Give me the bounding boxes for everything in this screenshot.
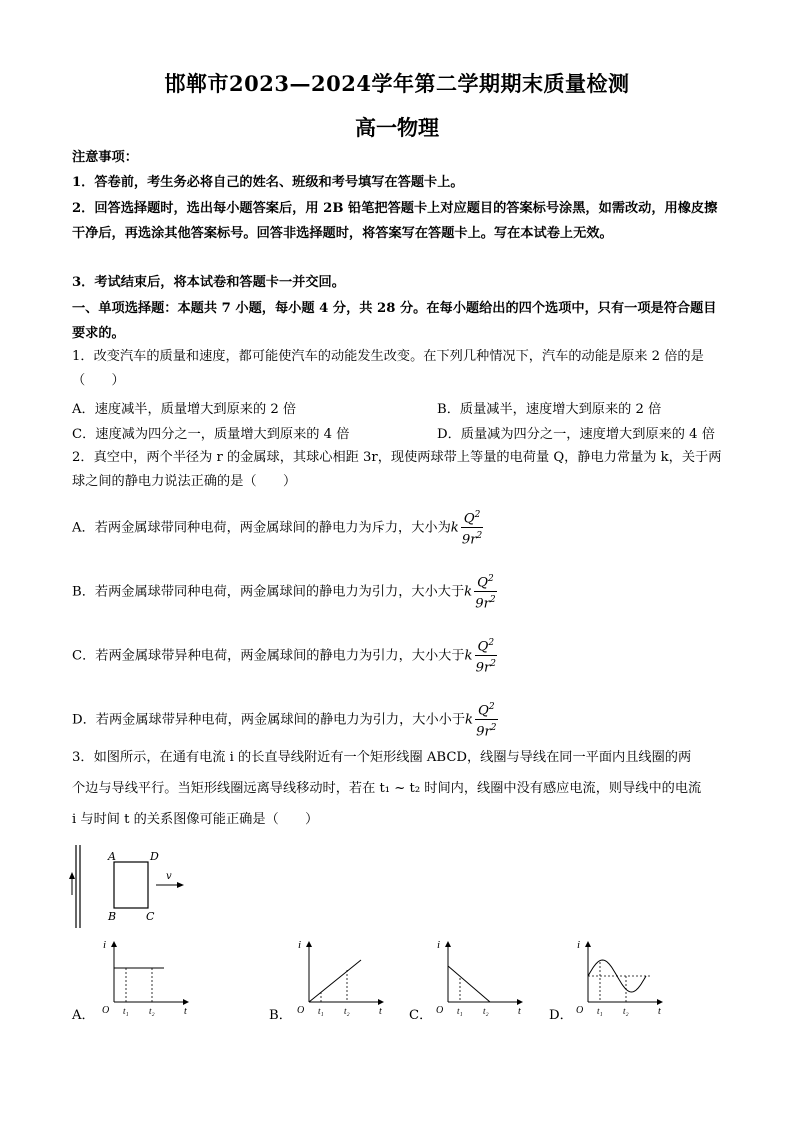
- t1-label: t₁: [597, 1006, 603, 1016]
- origin-label: O: [576, 1005, 584, 1016]
- formula-denominator: 9r: [461, 532, 477, 548]
- t-axis-arrow-icon: [517, 999, 523, 1005]
- i-axis-arrow-icon: [445, 941, 451, 947]
- q2-option-a-text: A．若两金属球带同种电荷，两金属球间的静电力为斥力，大小为: [72, 520, 451, 536]
- q1-option-c: C．速度减为四分之一，质量增大到原来的 4 倍: [72, 427, 350, 442]
- formula-numerator: Q: [478, 703, 489, 719]
- q3-line-3: i 与时间 t 的关系图像可能正确是（ ）: [72, 812, 319, 827]
- notes-heading: 注意事项：: [72, 150, 138, 165]
- i-axis-label: i: [577, 939, 581, 951]
- t1-label: t₁: [123, 1006, 129, 1016]
- q2-option-d: [72, 699, 498, 741]
- current-line: [309, 960, 361, 1002]
- q2-option-b: [72, 571, 497, 613]
- i-axis-arrow-icon: [585, 941, 591, 947]
- i-axis-label: i: [437, 939, 441, 951]
- coil-corner-a: A: [108, 850, 116, 863]
- q3-line-1: 3．如图所示，在通有电流 i 的长直导线附近有一个矩形线圈 ABCD，线圈与导线在同一平面内且线圈的两: [72, 750, 692, 765]
- t-axis-label: t: [379, 1006, 382, 1017]
- origin-label: O: [102, 1005, 110, 1016]
- formula-denominator: 9r: [476, 724, 491, 740]
- t-axis-arrow-icon: [378, 999, 384, 1005]
- formula-fraction: $\frac{Q^2}{9r^2}$: [474, 571, 497, 613]
- t-axis-arrow-icon: [657, 999, 663, 1005]
- graph-d: [572, 938, 667, 1018]
- q3-option-c-label: C．: [409, 1008, 433, 1023]
- formula-fraction: $\frac{Q^2}{9r^2}$: [475, 635, 498, 677]
- coil-corner-b: B: [108, 910, 117, 923]
- i-axis-label: i: [103, 939, 107, 951]
- coulomb-constant: k: [464, 584, 473, 600]
- origin-label: O: [297, 1005, 305, 1016]
- q2-option-c-text: C．若两金属球带异种电荷，两金属球间的静电力为引力，大小大于: [72, 648, 465, 664]
- q3-option-d-label: D．: [549, 1008, 573, 1023]
- coulomb-constant: k: [450, 520, 459, 536]
- t2-label: t₂: [623, 1006, 629, 1016]
- t-axis-label: t: [184, 1006, 187, 1017]
- velocity-arrow-icon: [177, 882, 184, 888]
- coulomb-constant: k: [465, 712, 474, 728]
- q2-stem: 2．真空中，两个半径为 r 的金属球，其球心相距 3r，现使两球带上等量的电荷量 Q，静电力常量为 k，关于两球之间的静电力说法正确的是（ ）: [72, 450, 722, 489]
- coil-corner-d: D: [150, 850, 159, 863]
- q1-option-a: A．速度减半，质量增大到原来的 2 倍: [72, 402, 297, 417]
- formula-numerator: Q: [477, 575, 488, 591]
- exam-subject: 高一物理: [355, 115, 439, 140]
- formula-denominator: 9r: [475, 596, 490, 612]
- q1-stem: 1．改变汽车的质量和速度，都可能使汽车的动能发生改变。在下列几种情况下，汽车的动能是原来 2 倍的是（ ）: [72, 349, 704, 388]
- formula-fraction: $\frac{Q^2}{9r^2}$: [475, 699, 498, 741]
- graph-b: [293, 938, 388, 1018]
- q1-option-b: B．质量减半，速度增大到原来的 2 倍: [437, 402, 662, 417]
- graph-a: [98, 938, 193, 1018]
- velocity-label: v: [166, 871, 172, 882]
- i-axis-label: i: [298, 939, 302, 951]
- note-item-1: 1．答卷前，考生务必将自己的姓名、班级和考号填写在答题卡上。: [72, 175, 464, 190]
- note-item-2: 2．回答选择题时，选出每小题答案后，用 2B 铅笔把答题卡上对应题目的答案标号涂黑，如需改动，用橡皮擦干净后，再选涂其他答案标号。回答非选择题时，将答案写在答题卡上。写在本试卷上无效。: [72, 201, 718, 241]
- q1-option-d: D．质量减为四分之一，速度增大到原来的 4 倍: [437, 427, 715, 442]
- t-axis-label: t: [658, 1006, 661, 1017]
- q2-option-a: [72, 507, 483, 549]
- origin-label: O: [436, 1005, 444, 1016]
- wire-coil-figure: [66, 840, 196, 930]
- i-axis-arrow-icon: [306, 941, 312, 947]
- q3-option-a-label: A．: [72, 1008, 95, 1023]
- q3-option-b-label: B．: [269, 1008, 292, 1023]
- t-axis-label: t: [518, 1006, 521, 1017]
- t1-label: t₁: [457, 1006, 463, 1016]
- t-axis-arrow-icon: [183, 999, 189, 1005]
- graph-c: [432, 938, 527, 1018]
- q3-line-2: 个边与导线平行。当矩形线圈远离导线移动时，若在 t₁ ~ t₂ 时间内，线圈中没有感应电流，则导线中的电流: [72, 781, 702, 796]
- formula-fraction: $\frac{Q^2}{9r^2}$: [461, 507, 484, 549]
- coil-rectangle: [114, 862, 148, 908]
- t2-label: t₂: [483, 1006, 489, 1016]
- current-arrow-icon: [69, 872, 75, 879]
- q2-option-c: [72, 635, 497, 677]
- formula-denominator: 9r: [475, 660, 491, 676]
- t2-label: t₂: [344, 1006, 350, 1016]
- t1-label: t₁: [318, 1006, 324, 1016]
- section1-heading: 一、单项选择题：本题共 7 小题，每小题 4 分，共 28 分。在每小题给出的四个选项中，只有一项是符合题目要求的。: [72, 301, 717, 341]
- formula-numerator: Q: [477, 639, 489, 655]
- exam-title: 邯郸市2023—2024学年第二学期期末质量检测: [164, 71, 630, 96]
- i-axis-arrow-icon: [111, 941, 117, 947]
- t2-label: t₂: [149, 1006, 155, 1016]
- q2-option-d-text: D．若两金属球带异种电荷，两金属球间的静电力为引力，大小小于: [72, 712, 466, 728]
- current-line: [448, 966, 490, 1002]
- formula-numerator: Q: [463, 511, 475, 527]
- coulomb-constant: k: [464, 648, 473, 664]
- note-item-3: 3．考试结束后，将本试卷和答题卡一并交回。: [72, 275, 345, 290]
- coil-corner-c: C: [146, 910, 155, 923]
- q2-option-b-text: B．若两金属球带同种电荷，两金属球间的静电力为引力，大小大于: [72, 584, 465, 600]
